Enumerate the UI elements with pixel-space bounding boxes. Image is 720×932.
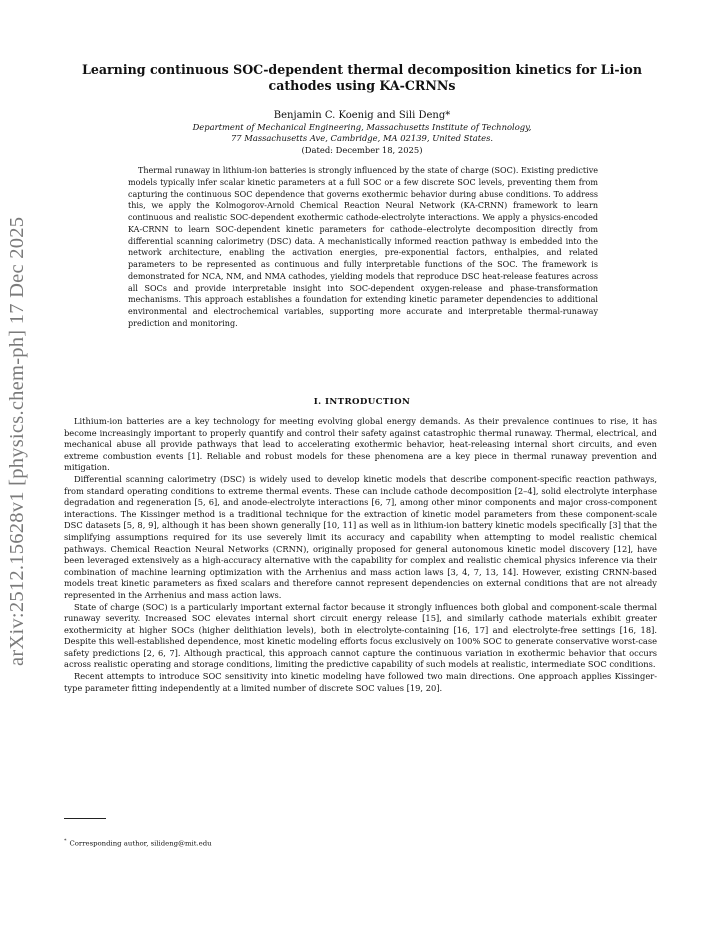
footnote-mark: * [64, 838, 67, 844]
paragraph: Recent attempts to introduce SOC sensitivity into kinetic modeling have followed two main directions. One approach applies Kissinger-type parameter fitting independently at a limited number of discrete SOC values [19, 20]. [64, 671, 657, 693]
introduction-body [64, 416, 657, 694]
date-line: (Dated: December 18, 2025) [301, 145, 423, 155]
arxiv-identifier-stamp: arXiv:2512.15628v1 [physics.chem-ph] 17 Dec 2025 [6, 216, 28, 666]
affiliation-line-1: Department of Mechanical Engineering, Massachusetts Institute of Technology, [192, 122, 532, 132]
paragraph: Lithium-ion batteries are a key technology for meeting evolving global energy demands. As their prevalence continues to rise, it has become increasingly important to properly quantify and control their safety against catastrophic thermal runaway. Thermal, electrical, and mechanical abuse all provide pathways that lead to accelerating exothermic behavior, heat-releasing internal short circuits, and even extreme combustion events [1]. Reliable and robust models for these phenomena are a key piece in thermal runaway prevention and mitigation. [64, 416, 657, 473]
paper-title [82, 62, 642, 94]
abstract: Thermal runaway in lithium-ion batteries is strongly influenced by the state of charge (SOC). Existing predictive models typically infer scalar kinetic parameters at a full SOC or a few discrete SOC levels, preventing them from capturing the continuous SOC dependence that governs exothermic behavior during abuse conditions. To address this, we apply the Kolmogorov-Arnold Chemical Reaction Neural Network (KA-CRNN) framework to learn continuous and realistic SOC-dependent exothermic cathode-electrolyte interactions. We apply a physics-encoded KA-CRNN to learn SOC-dependent kinetic parameters for cathode–electrolyte decomposition directly from differential scanning calorimetry (DSC) data. A mechanistically informed reaction pathway is embedded into the network architecture, enabling the activation energies, pre-exponential factors, enthalpies, and related parameters to be represented as continuous and fully interpretable functions of the SOC. The framework is demonstrated for NCA, NM, and NMA cathodes, yielding models that reproduce DSC heat-release features across all SOCs and provide interpretable insight into SOC-dependent oxygen-release and phase-transformation mechanisms. This approach establishes a foundation for extending kinetic parameter dependencies to additional environmental and electrochemical variables, supporting more accurate and interpretable thermal-runaway prediction and monitoring. [128, 166, 598, 328]
section-heading-introduction: I. INTRODUCTION [313, 397, 411, 407]
affiliation-line-2: 77 Massachusetts Ave, Cambridge, MA 02139, United States. [230, 133, 494, 143]
title-line-1: Learning continuous SOC-dependent thermal decomposition kinetics for Li-ion [82, 62, 642, 77]
author-list: Benjamin C. Koenig and Sili Deng* [273, 110, 451, 121]
affiliation [82, 122, 642, 144]
paragraph: Differential scanning calorimetry (DSC) is widely used to develop kinetic models that describe component-specific reaction pathways, from standard operating conditions to extreme thermal events. These can include cathode decomposition [2–4], solid electrolyte interphase degradation and regeneration [5, 6], and anode-electrolyte interactions [6, 7], among other minor components and major cross-component interactions. The Kissinger method is a traditional technique for the extraction of kinetic model parameters from these component-scale DSC datasets [5, 8, 9], although it has been shown generally [10, 11] as well as in lithium-ion battery kinetic models specifically [3] that the simplifying assumptions required for its use severely limit its accuracy and capability when attempting to model realistic chemical pathways. Chemical Reaction Neural Networks (CRNN), originally proposed for general autonomous kinetic model discovery [12], have been leveraged extensively as a high-accuracy alternative with the capability for complex and realistic chemical physics inference via their combination of machine learning optimization with the Arrhenius and mass action laws [3, 4, 7, 13, 14]. However, existing CRNN-based models treat kinetic parameters as fixed scalars and therefore cannot represent dependencies on external conditions that are not already represented in the Arrhenius and mass action laws. [64, 473, 657, 600]
paragraph: State of charge (SOC) is a particularly important external factor because it strongly influences both global and component-scale thermal runaway severity. Increased SOC elevates internal short circuit energy release [15], and similarly cathode materials exhibit greater exothermicity at higher SOCs (higher delithiation levels), both in electrolyte-containing [16, 17] and electrolyte-free settings [16, 18]. Despite this well-established dependence, most kinetic modeling efforts focus exclusively on 100% SOC to generate conservative worst-case safety predictions [2, 6, 7]. Although practical, this approach cannot capture the continuous variation in exothermic behavior that occurs across realistic operating and storage conditions, limiting the predictive capability of such models at realistic, intermediate SOC conditions. [64, 601, 657, 670]
title-line-2: cathodes using KA-CRNNs [268, 78, 456, 93]
footnote [64, 837, 624, 848]
footnote-text: Corresponding author, silideng@mit.edu [69, 839, 212, 848]
footnote-separator [64, 818, 106, 819]
